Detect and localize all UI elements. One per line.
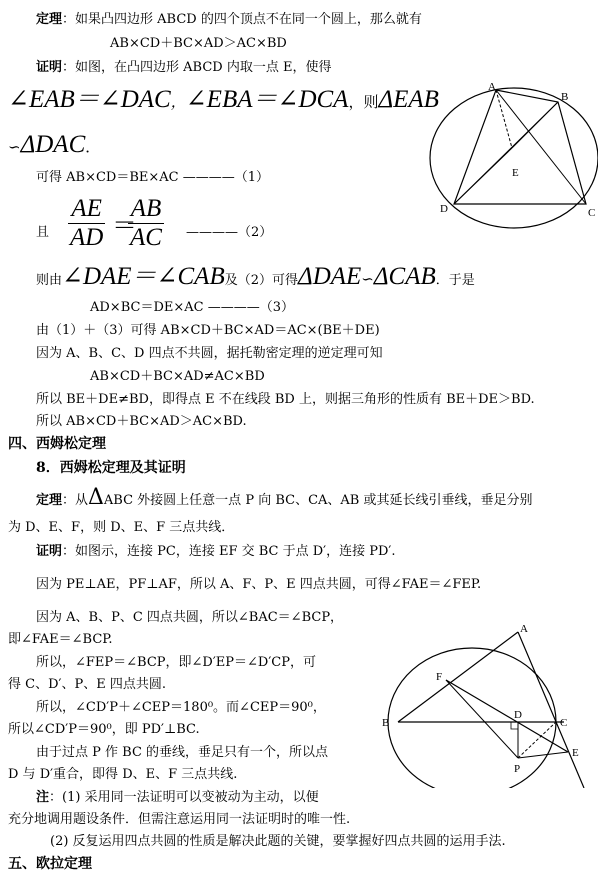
- figure-quadrilateral-abcd: [418, 78, 598, 238]
- theorem-line-1: 定理：如果凸四边形 ABCD 的四个顶点不在同一个圆上，那么就有: [36, 12, 422, 27]
- fig1-label-b: B: [561, 91, 569, 103]
- fig1-label-c: C: [588, 207, 596, 219]
- proof-line-6: 由（1）＋（3）可得 AB×CD＋BC×AD＝AC×(BE＋DE): [36, 323, 380, 338]
- fraction-ae-ad: $\frac{AE}{AD}$: [70, 195, 104, 251]
- fig1-label-d: D: [440, 203, 448, 215]
- fig2-label-d: D: [514, 709, 522, 721]
- subsection-8-heading: 8．西姆松定理及其证明: [36, 460, 186, 476]
- simson-proof-line-9: 由于过点 P 作 BC 的垂线，垂足只有一个，所以点: [36, 745, 329, 760]
- fig2-label-c: C: [560, 717, 568, 729]
- fig2-label-e: E: [572, 747, 579, 759]
- simson-proof-line-10: D 与 D′重合，即得 D、E、F 三点共线.: [8, 767, 238, 782]
- simson-proof-line-7: 所以，∠CD′P＋∠CEP＝180⁰。而∠CEP＝90⁰，: [36, 700, 326, 715]
- simson-theorem-label: 定理: [36, 493, 63, 508]
- proof-equation-3: AD×BC＝DE×AC ————（3）: [90, 300, 294, 315]
- proof-similar-triangle: ∽ΔDAC．: [8, 131, 101, 158]
- proof-equation-1: 可得 AB×CD＝BE×AC ————（1）: [36, 170, 270, 185]
- simson-note-line-2: 充分地调用题设条件．但需注意运用同一法证明时的唯一性.: [8, 812, 351, 827]
- fraction-equals: ＝: [112, 213, 138, 240]
- fig2-label-p: P: [514, 763, 521, 775]
- simson-proof-line-6: 得 C、D′、P、E 四点共圆.: [8, 677, 166, 692]
- simson-note-line-1: 注：(1) 采用同一法证明可以变被动为主动，以便: [36, 790, 319, 805]
- proof-equation-2-mark: ————（2）: [186, 225, 273, 240]
- fig2-label-a: A: [520, 623, 528, 635]
- proof-line-9: 所以 BE＋DE≠BD，即得点 E 不在线段 BD 上，则据三角形的性质有 BE＋DE＞BD.: [36, 392, 535, 407]
- section-5-heading: 五、欧拉定理: [8, 856, 92, 872]
- simson-proof-line-3: 因为 A、B、P、C 四点共圆，所以∠BAC＝∠BCP，: [36, 610, 344, 625]
- fig2-label-b: B: [382, 717, 390, 729]
- section-4-heading: 四、西姆松定理: [8, 436, 106, 452]
- proof-line-7: 因为 A、B、C、D 四点不共圆，据托勒密定理的逆定理可知: [36, 346, 383, 361]
- simson-theorem-line-2: 为 D、E、F，则 D、E、F 三点共线．: [8, 520, 235, 535]
- fig2-label-f: F: [436, 671, 443, 683]
- proof-line-8: AB×CD＋BC×AD≠AC×BD: [90, 369, 265, 384]
- figure-simson-line: [378, 618, 598, 788]
- proof-line-then: 则由∠DAE＝∠CAB及（2）可得ΔDAE∽ΔCAB．于是: [36, 263, 475, 290]
- fig1-label-e: E: [512, 167, 519, 179]
- simson-proof-line-8: 所以∠CD′P＝90⁰，即 PD′⊥BC.: [8, 722, 200, 737]
- fig1-label-a: A: [488, 81, 496, 93]
- proof-label: 证明: [36, 60, 63, 75]
- proof-line-1: 证明：如图，在凸四边形 ABCD 内取一点 E，使得: [36, 60, 332, 75]
- theorem-label: 定理: [36, 12, 63, 27]
- proof-and-label: 且: [36, 225, 50, 240]
- theorem-inequality: AB×CD＋BC×AD＞AC×BD: [110, 36, 287, 51]
- fraction-ab-ac: $\frac{AB}{AC}$: [130, 195, 162, 251]
- simson-note-line-3: (2) 反复运用四点共圆的性质是解决此题的关键，要掌握好四点共圆的运用手法.: [50, 834, 506, 849]
- simson-proof-label: 证明: [36, 544, 63, 559]
- simson-proof-line-4: 即∠FAE＝∠BCP.: [8, 632, 113, 647]
- simson-proof-line-1: 证明：如图示，连接 PC，连接 EF 交 BC 于点 D′，连接 PD′.: [36, 544, 396, 559]
- simson-proof-line-5: 所以，∠FEP＝∠BCP，即∠D′EP＝∠D′CP，可: [36, 655, 316, 670]
- simson-theorem-line-1: 定理：从ΔABC 外接圆上任意一点 P 向 BC、CA、AB 或其延长线引垂线，垂足分别: [36, 485, 533, 510]
- simson-proof-line-2: 因为 PE⊥AE，PF⊥AF，所以 A、F、P、E 四点共圆，可得∠FAE＝∠FEP.: [36, 577, 482, 592]
- simson-note-label: 注: [36, 790, 50, 805]
- proof-line-10: 所以 AB×CD＋BC×AD＞AC×BD.: [36, 414, 247, 429]
- proof-angle-equalities: ∠EAB＝∠DAC，∠EBA＝∠DCA，则ΔEAB: [8, 86, 439, 113]
